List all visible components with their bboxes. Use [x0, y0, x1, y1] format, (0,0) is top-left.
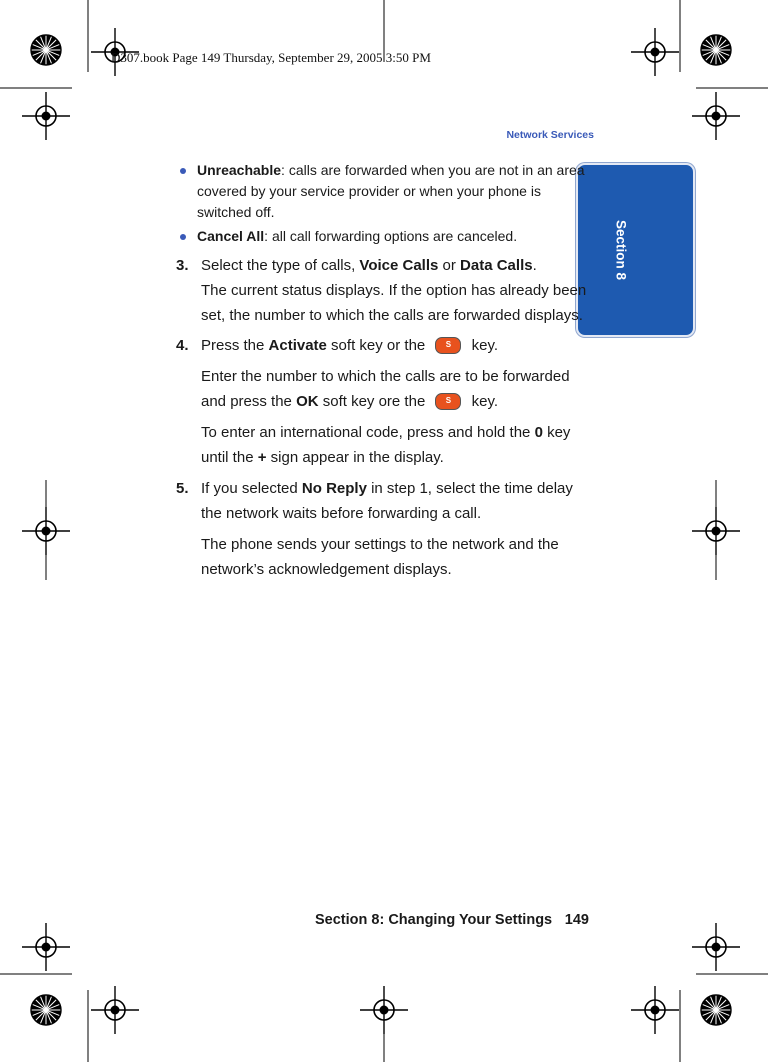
footer-title: Section 8: Changing Your Settings — [315, 912, 553, 928]
step-number: 3. — [176, 257, 189, 274]
page-number: 149 — [564, 912, 589, 928]
step-3-text: Select the type of calls, Voice Calls or Data Calls. The current status displays. If the option has already been set, the number to which the calls are forwarded displays. — [201, 257, 587, 324]
step-4 — [176, 333, 596, 470]
bullet-dot-icon — [180, 234, 186, 240]
step-4-detail: Enter the number to which the calls are to be forwarded and press the OK soft key ore the S key. — [201, 368, 570, 410]
section-tab-label: Section 8 — [613, 219, 629, 281]
bullet-text: : calls are forwarded when you are not in an area covered by your service provider or when your phone is switched off. — [197, 162, 585, 220]
step-number: 5. — [176, 480, 189, 497]
running-header: Network Services — [506, 129, 594, 141]
send-key-icon: S — [435, 337, 461, 354]
bullet-dot-icon — [180, 168, 186, 174]
step-4-text: Press the Activate soft key or the S key. — [201, 337, 499, 354]
bullet-cancel-all — [176, 226, 596, 247]
bullet-term: Cancel All — [197, 228, 265, 244]
step-5-text: If you selected No Reply in step 1, select the time delay the network waits before forwarding a call. — [201, 480, 573, 522]
step-3 — [176, 253, 596, 328]
book-header: D307.book Page 149 Thursday, September 29, 2005 3:50 PM — [111, 50, 431, 65]
step-4-note: To enter an international code, press and hold the 0 key until the + sign appear in the display. — [201, 424, 571, 466]
bullet-unreachable — [176, 160, 596, 223]
step-5 — [176, 476, 596, 582]
bullet-term: Unreachable — [197, 162, 282, 178]
bullet-text: : all call forwarding options are canceled. — [264, 228, 518, 244]
step-number: 4. — [176, 337, 189, 354]
page-content — [176, 160, 596, 582]
send-key-icon: S — [435, 393, 461, 410]
step-5-note: The phone sends your settings to the network and the network’s acknowledgement displays. — [201, 536, 559, 578]
